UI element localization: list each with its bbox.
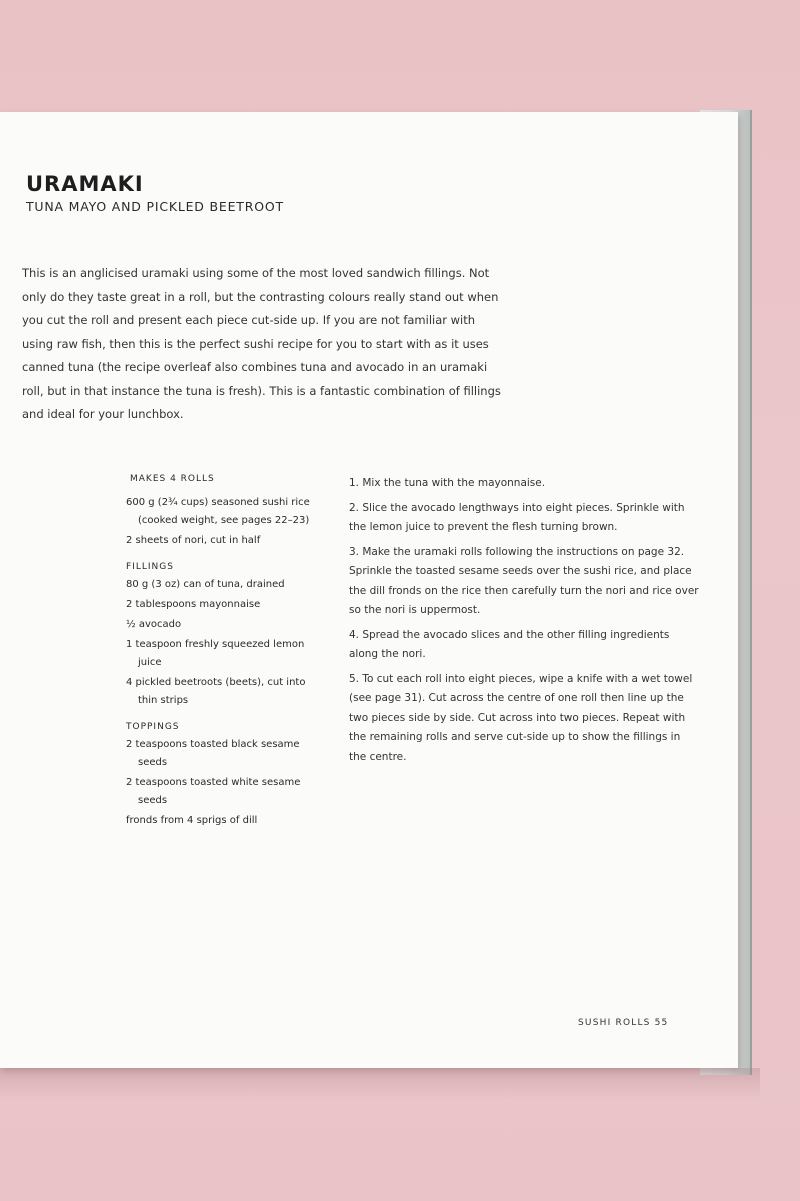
method-step: 3. Make the uramaki rolls following the instructions on page 32. Sprinkle the toasted sesame seeds over the sushi rice, and place the dill fronds on the rice then carefully turn the nori and rice over so the nori is uppermost. [349, 545, 699, 616]
page-footer: SUSHI ROLLS 55 [578, 1018, 669, 1028]
ingredient-item: 2 teaspoons toasted white sesame seeds [126, 777, 301, 806]
ingredients-column [126, 474, 326, 832]
recipe-intro: This is an anglicised uramaki using some of the most loved sandwich fillings. Not only do they taste great in a roll, but the contrasting colours really stand out when you cut the roll and present each piece cut-side up. If you are not familiar with using raw fish, then this is the perfect sushi recipe for you to start with as it uses canned tuna (the recipe overleaf also combines tuna and avocado in an uramaki roll, but in that instance the tuna is fresh). This is a fantastic combination of fillings and ideal for your lunchbox. [22, 266, 501, 421]
book-page [0, 112, 738, 1068]
method-step: 1. Mix the tuna with the mayonnaise. [349, 477, 546, 489]
ingredient-item: 2 sheets of nori, cut in half [126, 535, 261, 546]
yield-label: MAKES 4 ROLLS [130, 474, 215, 484]
ingredient-item: ½ avocado [126, 619, 182, 630]
ingredient-item: 2 tablespoons mayonnaise [126, 599, 261, 610]
method-column [349, 474, 699, 772]
method-step: 2. Slice the avocado lengthways into eight pieces. Sprinkle with the lemon juice to prevent the flesh turning brown. [349, 501, 685, 533]
ingredient-item: 1 teaspoon freshly squeezed lemon juice [126, 639, 305, 668]
toppings-heading: TOPPINGS [126, 722, 180, 732]
ingredient-item: 80 g (3 oz) can of tuna, drained [126, 579, 285, 590]
recipe-title: URAMAKI [26, 172, 144, 196]
ingredient-item: 2 teaspoons toasted black sesame seeds [126, 739, 300, 768]
ingredient-item: 4 pickled beetroots (beets), cut into thin strips [126, 677, 306, 706]
method-step: 5. To cut each roll into eight pieces, wipe a knife with a wet towel (see page 31). Cut across the centre of one roll then line up the two pieces side by side. Cut across into two pieces. Repeat with the remaining rolls and serve cut-side up to show the fillings in the centre. [349, 672, 693, 763]
recipe-subtitle: TUNA MAYO AND PICKLED BEETROOT [26, 199, 284, 214]
fillings-heading: FILLINGS [126, 562, 174, 572]
method-step: 4. Spread the avocado slices and the other filling ingredients along the nori. [349, 628, 670, 660]
ingredient-item: 600 g (2¾ cups) seasoned sushi rice (cooked weight, see pages 22–23) [126, 497, 310, 526]
page-shadow [0, 1068, 760, 1098]
ingredient-item: fronds from 4 sprigs of dill [126, 815, 258, 826]
